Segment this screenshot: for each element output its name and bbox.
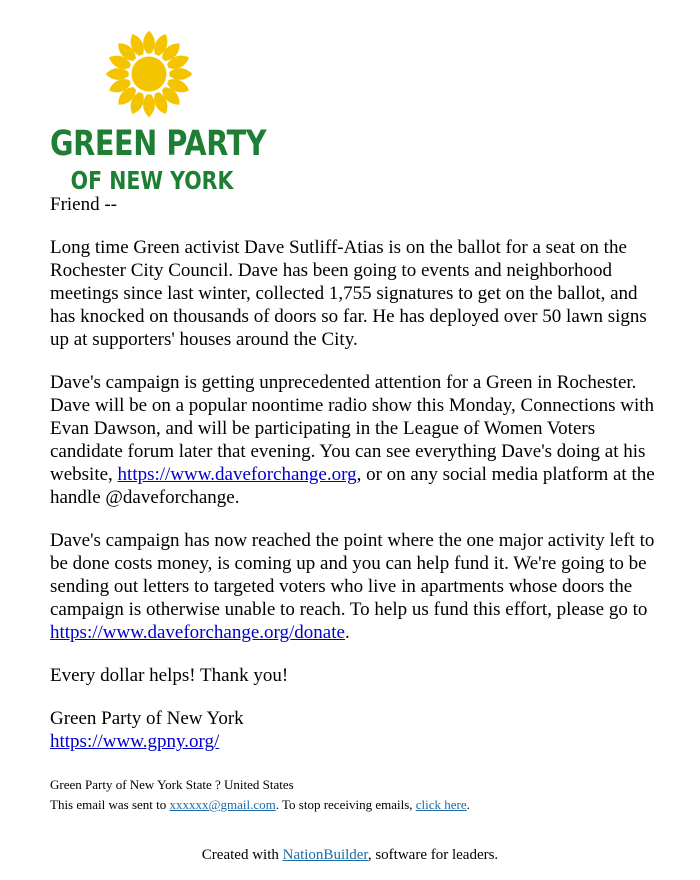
paragraph-3-text-start: Dave's campaign has now reached the point where the one major activity left to be done costs money, is coming up and you can help fund it. We're going to be sending out letters to targeted voters who live in apartments whose doors the campaign is otherwise unable to reach. To help us fund this effort, please go to xyxy=(50,530,655,620)
donate-link[interactable]: https://www.daveforchange.org/donate xyxy=(50,622,345,643)
paragraph-3-text-end: . xyxy=(344,622,350,643)
sunflower-petal xyxy=(106,68,131,80)
logo-title: GREEN PARTY xyxy=(50,124,267,164)
credit-prefix: Created with xyxy=(201,847,283,863)
recipient-email-link[interactable]: xxxxxx@gmail.com xyxy=(169,797,276,812)
paragraph-2-text-end: , or on any social media platform at the handle @daveforchange. xyxy=(50,464,655,508)
footer-org-line: Green Party of New York State ? United States xyxy=(50,777,294,792)
credit-suffix: , software for leaders. xyxy=(367,847,499,863)
footer-sent-line xyxy=(50,795,660,815)
logo-subtitle: OF NEW YORK xyxy=(70,166,234,195)
gpny-website-link[interactable]: https://www.gpny.org/ xyxy=(50,731,220,752)
signature xyxy=(50,707,660,753)
sunflower-petal xyxy=(167,68,192,80)
unsubscribe-link[interactable]: click here xyxy=(415,797,467,812)
gpny-logo xyxy=(50,28,267,196)
signature-name: Green Party of New York xyxy=(50,708,244,729)
email-body xyxy=(50,193,660,753)
greeting: Friend -- xyxy=(50,194,118,215)
footer-stop-text: . To stop receiving emails, xyxy=(275,797,416,812)
footer-sent-prefix: This email was sent to xyxy=(50,797,170,812)
sunflower-petal xyxy=(143,92,155,117)
sunflower-petal xyxy=(143,31,155,56)
footer-end-period: . xyxy=(466,797,470,812)
website-link[interactable]: https://www.daveforchange.org xyxy=(117,464,357,485)
paragraph-2-text-start: Dave's campaign is getting unprecedented attention for a Green in Rochester. Dave will be on a popular noontime radio show this Monday, Connections with Evan Dawson, and will be participating in the League of Women Voters candidate forum later that evening. You can see everything Dave's doing at his website, xyxy=(50,372,655,485)
sunflower-icon xyxy=(103,28,195,120)
nationbuilder-link[interactable]: NationBuilder xyxy=(282,847,368,863)
credit-line xyxy=(0,845,700,865)
email-footer xyxy=(50,775,660,815)
paragraph-3 xyxy=(50,529,660,644)
paragraph-4: Every dollar helps! Thank you! xyxy=(50,665,289,686)
paragraph-2 xyxy=(50,371,660,509)
paragraph-1: Long time Green activist Dave Sutliff-Atias is on the ballot for a seat on the Rochester City Council. Dave has been going to events and neighborhood meetings since last winter, collected 1,755 signatures to get on the ballot, and has knocked on thousands of doors so far. He has deployed over 50 lawn signs up at supporters' houses around the City. xyxy=(50,237,647,350)
